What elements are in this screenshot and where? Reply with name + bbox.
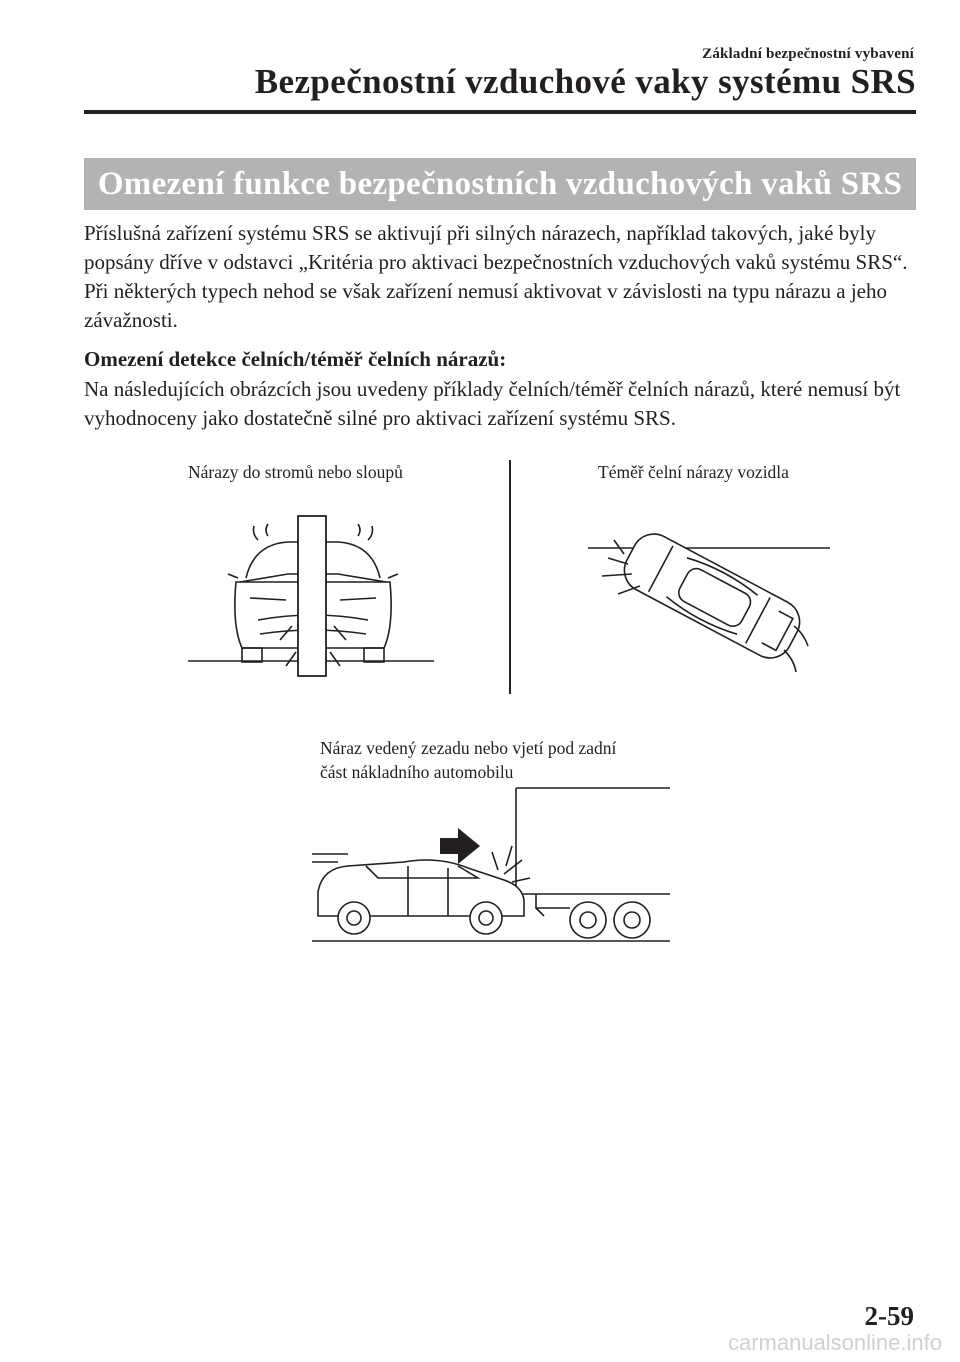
figure-divider [509,460,511,694]
pole-impact-caption: Nárazy do stromů nebo sloupů [188,462,403,482]
angled-impact-illustration [584,534,834,684]
underride-caption [320,736,616,784]
watermark: carmanualsonline.info [727,1330,942,1355]
chapter-title: Bezpečnostní vzduchové vaky systému SRS [254,62,916,101]
angled-impact-caption: Téměř čelní nárazy vozidla [598,462,789,482]
pole-impact-illustration [188,516,438,676]
chapter-subtitle: Základní bezpečnostní vybavení [702,46,914,62]
section-title: Omezení funkce bezpečnostních vzduchových vaků SRS [84,158,916,210]
underride-illustration [308,782,672,946]
subheading: Omezení detekce čelních/téměř čelních nárazů: [84,347,507,371]
page-number: 2-59 [864,1301,914,1331]
underride-caption-line2: část nákladního automobilu [320,762,514,782]
intro-paragraph: Příslušná zařízení systému SRS se aktivují při silných nárazech, například takových, jaké byly popsány dříve v odstavci „Kritéria pro aktivaci bezpečnostních vzduchových vaků systému SRS“. Při některých typech nehod se však zařízení nemusí aktivovat v závislosti na typu nárazu a jeho závažnosti. [84,221,908,332]
header-rule [84,110,916,114]
motion-arrow-icon [440,828,480,864]
underride-caption-line1: Náraz vedený zezadu nebo vjetí pod zadní [320,738,617,758]
sub-paragraph: Na následujících obrázcích jsou uvedeny příklady čelních/téměř čelních nárazů, které nemusí být vyhodnoceny jako dostatečně silné pro aktivaci zařízení systému SRS. [84,377,901,430]
